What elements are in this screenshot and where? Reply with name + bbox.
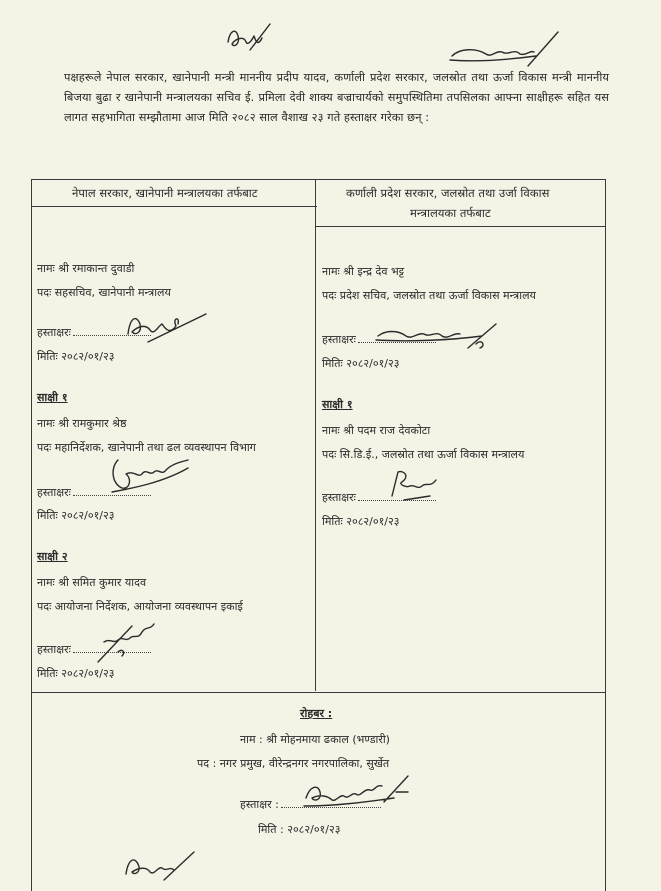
right-sign-label: हस्ताक्षरः	[322, 333, 356, 346]
left-witness1-title: साक्षी १	[37, 391, 68, 404]
left-witness1-signature	[104, 448, 194, 500]
rohabar-sign-label: हस्ताक्षर :	[240, 798, 279, 811]
left-witness1-post: पदः महानिर्देशक, खानेपानी तथा ढल व्यवस्थापन विभाग	[37, 441, 256, 454]
right-witness1-post: पदः सि.डि.ई., जलस्रोत तथा ऊर्जा विकास मन्त्रालय	[322, 448, 525, 461]
right-witness1-title: साक्षी १	[322, 398, 353, 411]
right-header-divider	[316, 226, 605, 227]
signature-top-right	[446, 26, 566, 72]
initial-signature-bottom	[118, 846, 198, 883]
left-witness1-name: नामः श्री रामकुमार श्रेष्ठ	[37, 417, 127, 430]
left-witness2-signature	[92, 612, 160, 668]
left-witness2-name: नामः श्री समित कुमार यादव	[37, 576, 147, 589]
right-sign-date: मितिः २०८२/०१/२३	[322, 357, 400, 370]
left-party-header: नेपाल सरकार, खानेपानी मन्त्रालयका तर्फबाट	[72, 186, 258, 200]
left-signatory-name: नामः श्री रमाकान्त दुवाडी	[37, 262, 135, 275]
right-signatory-post: पदः प्रदेश सचिव, जलस्रोत तथा ऊर्जा विकास मन्त्रालय	[322, 289, 536, 302]
right-witness1-signature	[384, 466, 444, 506]
rohabar-name: नाम : श्री मोहनमाया ढकाल (भण्डारी)	[240, 733, 390, 746]
table-column-divider	[315, 179, 316, 691]
left-witness2-sign-label: हस्ताक्षरः	[37, 643, 71, 656]
left-witness1-date: मितिः २०८२/०१/२३	[37, 509, 115, 522]
left-witness2-post: पदः आयोजना निर्देशक, आयोजना व्यवस्थापन इकाई	[37, 600, 243, 613]
right-witness1-date: मितिः २०८२/०१/२३	[322, 515, 400, 528]
right-signatory-name: नामः श्री इन्द्र देव भट्ट	[322, 265, 405, 278]
initial-signature-top	[222, 20, 274, 56]
left-witness1-sign-label: हस्ताक्षरः	[37, 486, 71, 499]
left-signatory-signature	[118, 304, 210, 346]
rohabar-date: मिति : २०८२/०१/२३	[258, 823, 341, 836]
intro-paragraph: पक्षहरूले नेपाल सरकार, खानेपानी मन्त्री माननीय प्रदीप यादव, कर्णाली प्रदेश सरकार, जलस्रोत तथा ऊर्जा विकास मन्त्री माननीय बिजया बुढा र खानेपानी मन्त्रालयका सचिव ई. प्रमिला देवी शाक्य बज्राचार्यको समुपस्थितिमा तपसिलका आफ्ना साक्षीहरू सहित यस लागत सहभागिता सम्झौतामा आज मिति २०८२ साल वैशाख २३ गते हस्ताक्षर गरेका छन् :	[64, 71, 609, 124]
right-witness1-name: नामः श्री पदम राज देवकोटा	[322, 424, 431, 437]
left-witness2-date: मितिः २०८२/०१/२३	[37, 667, 115, 680]
left-sign-date: मितिः २०८२/०१/२३	[37, 350, 115, 363]
left-witness2-title: साक्षी २	[37, 550, 68, 563]
rohabar-signature	[296, 772, 416, 816]
rohabar-title: रोहबर :	[300, 707, 333, 720]
right-signatory-signature	[372, 318, 506, 358]
right-party-header-line1: कर्णाली प्रदेश सरकार, जलस्रोत तथा उर्जा विकास	[346, 186, 550, 200]
left-signatory-post: पदः सहसचिव, खानेपानी मन्त्रालय	[37, 286, 171, 299]
left-header-divider	[31, 206, 317, 207]
rohabar-post: पद : नगर प्रमुख, वीरेन्द्रनगर नगरपालिका, सुर्खेत	[197, 757, 390, 770]
right-witness1-sign-label: हस्ताक्षरः	[322, 491, 356, 504]
left-sign-label: हस्ताक्षरः	[37, 326, 71, 339]
right-party-header-line2: मन्त्रालयका तर्फबाट	[410, 206, 491, 220]
